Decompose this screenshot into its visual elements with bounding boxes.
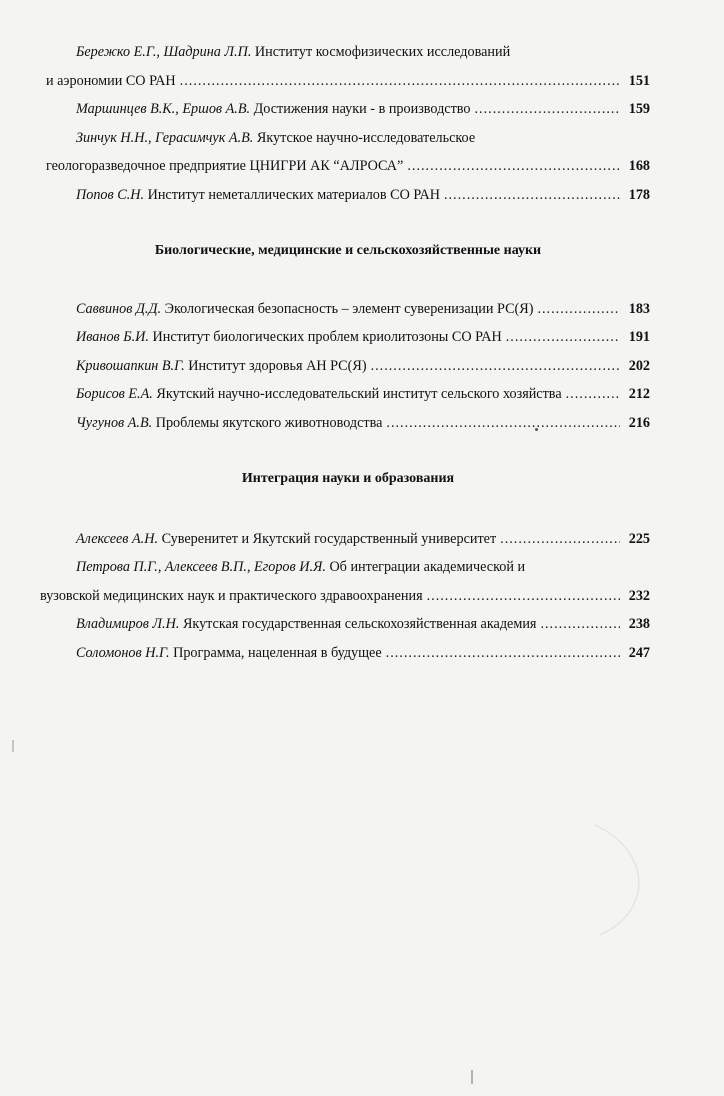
page-number: 232 [628, 587, 650, 604]
page-number: 238 [628, 616, 650, 632]
entry-author: Чугунов А.В. [76, 414, 153, 431]
toc-entry [46, 409, 650, 438]
paper-speck [471, 1070, 473, 1084]
toc-entry [46, 295, 650, 324]
entry-author: Иванов Б.И. [76, 329, 149, 345]
entry-author: Кривошапкин В.Г. [76, 357, 185, 374]
paper-speck [12, 740, 14, 752]
page-number: 191 [628, 329, 650, 345]
entry-author: Петрова П.Г., Алексеев В.П., Егоров И.Я. [76, 559, 326, 575]
dot-leader [407, 152, 620, 181]
dot-leader [537, 295, 620, 324]
dot-leader [566, 380, 620, 409]
paper-speck [535, 428, 538, 431]
page-number: 168 [628, 158, 650, 174]
table-of-contents [40, 38, 650, 667]
page-number: 183 [628, 300, 650, 317]
entry-title: Институт космофизических исследований [251, 44, 511, 60]
entry-author: Бережко Е.Г., Шадрина Л.П. [76, 44, 252, 60]
entry-title: Якутское научно-исследовательское [253, 129, 476, 146]
page-number: 247 [628, 644, 650, 661]
toc-entry [46, 95, 650, 124]
toc-entry [46, 323, 650, 352]
toc-entry [46, 38, 650, 95]
entry-title-continued: геологоразведочное предприятие ЦНИГРИ АК “АЛРОСА” [46, 158, 404, 174]
bleed-arc [590, 820, 660, 940]
dot-leader [386, 409, 620, 438]
page-number: 212 [628, 386, 650, 402]
entry-title: Проблемы якутского животноводства [152, 414, 383, 431]
page-number: 202 [628, 357, 650, 374]
toc-entry [46, 610, 650, 639]
page-number: 159 [628, 101, 650, 117]
dot-leader [386, 639, 620, 668]
entry-title: Об интеграции академической и [325, 559, 526, 575]
dot-leader [475, 95, 621, 124]
entry-author: Маршинцев В.К., Ершов А.В. [76, 101, 251, 117]
entry-title: Институт биологических проблем криолитозоны СО РАН [148, 329, 502, 345]
dot-leader [427, 582, 620, 611]
entry-title: Программа, нацеленная в будущее [169, 644, 382, 661]
toc-entry [40, 553, 650, 610]
dot-leader [180, 67, 620, 96]
toc-entry [46, 181, 650, 210]
entry-title: Якутская государственная сельскохозяйственная академия [179, 616, 537, 632]
page-number: 216 [628, 414, 650, 431]
toc-entry [46, 380, 650, 409]
entry-title: Институт здоровья АН РС(Я) [184, 357, 367, 374]
entry-title: Достижения науки - в производство [250, 101, 471, 117]
toc-entry [46, 352, 650, 381]
entry-author: Попов С.Н. [76, 186, 145, 203]
dot-leader [500, 525, 620, 554]
entry-author: Саввинов Д.Д. [76, 300, 162, 317]
page-number: 178 [628, 186, 650, 203]
page-number: 225 [628, 530, 650, 547]
dot-leader [540, 610, 620, 639]
section-heading-bio: Биологические, медицинские и сельскохозяйственные науки [154, 243, 542, 258]
page-number: 151 [628, 72, 650, 89]
entry-title: Суверенитет и Якутский государственный университет [158, 530, 497, 547]
entry-author: Владимиров Л.Н. [76, 616, 180, 632]
entry-author: Зинчук Н.Н., Герасимчук А.В. [76, 129, 254, 146]
entry-title: Институт неметаллических материалов СО РАН [144, 186, 440, 203]
section-heading-education: Интеграция науки и образования [241, 471, 455, 486]
entry-author: Борисов Е.А. [76, 386, 153, 402]
toc-entry [46, 639, 650, 668]
entry-title-continued: вузовской медицинских наук и практического здравоохранения [40, 587, 423, 604]
toc-entry [46, 525, 650, 554]
entry-title: Якутский научно-исследовательский институт сельского хозяйства [152, 386, 562, 402]
dot-leader [444, 181, 620, 210]
entry-author: Соломонов Н.Г. [76, 644, 170, 661]
entry-title-continued: и аэрономии СО РАН [46, 72, 176, 89]
toc-entry [46, 124, 650, 181]
entry-author: Алексеев А.Н. [76, 530, 159, 547]
dot-leader [506, 323, 620, 352]
entry-title: Экологическая безопасность – элемент суверенизации РС(Я) [161, 300, 534, 317]
dot-leader [371, 352, 620, 381]
